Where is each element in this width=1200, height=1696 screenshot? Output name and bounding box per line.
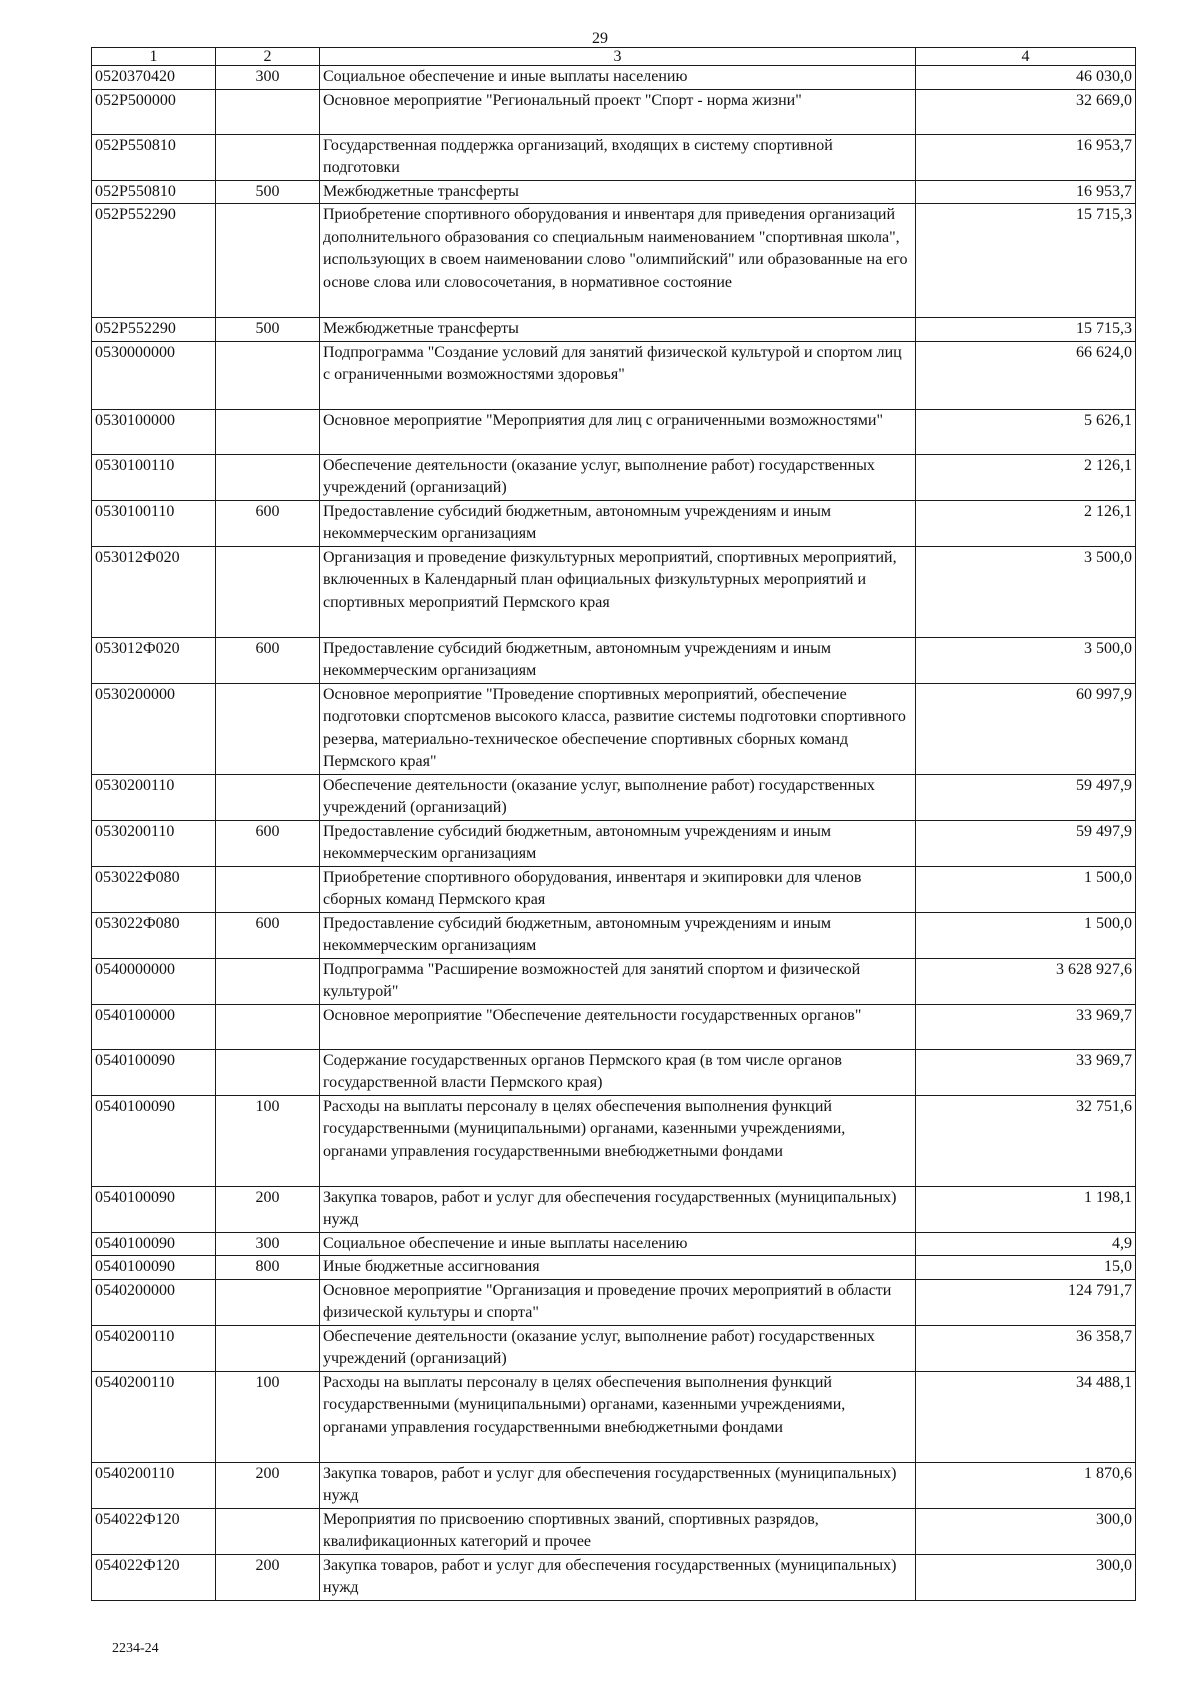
- cell-desc: Предоставление субсидий бюджетным, автономным учреждениям и иным некоммерческим организациям: [320, 820, 916, 866]
- cell-code: 0540100090: [92, 1186, 216, 1232]
- cell-desc: Основное мероприятие "Региональный проект "Спорт - норма жизни": [320, 89, 916, 134]
- cell-desc: Закупка товаров, работ и услуг для обеспечения государственных (муниципальных) нужд: [320, 1186, 916, 1232]
- page-number: 29: [592, 30, 608, 47]
- cell-vr: [216, 341, 320, 409]
- cell-code: 0530100110: [92, 500, 216, 546]
- cell-code: 0530200000: [92, 683, 216, 774]
- document-id: 2234-24: [112, 1641, 159, 1656]
- cell-amount: 59 497,9: [916, 774, 1136, 820]
- header-cell-code: 1: [92, 48, 216, 66]
- cell-amount: 3 500,0: [916, 546, 1136, 637]
- cell-vr: 100: [216, 1095, 320, 1186]
- cell-amount: 36 358,7: [916, 1325, 1136, 1371]
- cell-desc: Основное мероприятие "Обеспечение деятельности государственных органов": [320, 1004, 916, 1049]
- cell-code: 0540000000: [92, 958, 216, 1004]
- cell-code: 0540100000: [92, 1004, 216, 1049]
- cell-desc: Мероприятия по присвоению спортивных званий, спортивных разрядов, квалификационных категорий и прочее: [320, 1508, 916, 1554]
- table-row: [92, 1232, 1136, 1256]
- table-row: [92, 89, 1136, 134]
- cell-vr: [216, 409, 320, 454]
- table-row: [92, 1325, 1136, 1371]
- table-row: [92, 409, 1136, 454]
- cell-desc: Приобретение спортивного оборудования и инвентаря для приведения организаций дополнительного образования со специальным наименованием "спортивная школа", использующих в своем наименовании слово "олимпийский" или образованные на его основе слова или словосочетания, в нормативное состояние: [320, 204, 916, 318]
- cell-code: 053012Ф020: [92, 637, 216, 683]
- cell-vr: 600: [216, 637, 320, 683]
- cell-code: 052P500000: [92, 89, 216, 134]
- cell-amount: 34 488,1: [916, 1371, 1136, 1462]
- cell-vr: 500: [216, 318, 320, 342]
- cell-code: 052P550810: [92, 134, 216, 180]
- cell-amount: 15 715,3: [916, 318, 1136, 342]
- cell-desc: Подпрограмма "Расширение возможностей для занятий спортом и физической культурой": [320, 958, 916, 1004]
- table-body: [92, 66, 1136, 1601]
- cell-code: 0540100090: [92, 1095, 216, 1186]
- cell-code: 0540200110: [92, 1325, 216, 1371]
- cell-amount: 16 953,7: [916, 134, 1136, 180]
- cell-desc: Основное мероприятие "Проведение спортивных мероприятий, обеспечение подготовки спортсменов высокого класса, развитие системы подготовки спортивного резерва, материально-техническое обеспечение спортивных сборных команд Пермского края": [320, 683, 916, 774]
- cell-desc: Межбюджетные трансферты: [320, 318, 916, 342]
- cell-vr: [216, 89, 320, 134]
- cell-vr: [216, 958, 320, 1004]
- cell-vr: [216, 866, 320, 912]
- cell-desc: Социальное обеспечение и иные выплаты населению: [320, 66, 916, 90]
- cell-amount: 1 500,0: [916, 912, 1136, 958]
- table-row: [92, 546, 1136, 637]
- cell-desc: Приобретение спортивного оборудования, инвентаря и экипировки для членов сборных команд Пермского края: [320, 866, 916, 912]
- cell-amount: 300,0: [916, 1554, 1136, 1600]
- cell-vr: [216, 1279, 320, 1325]
- cell-amount: 66 624,0: [916, 341, 1136, 409]
- cell-amount: 2 126,1: [916, 454, 1136, 500]
- cell-vr: [216, 1508, 320, 1554]
- table-row: [92, 1554, 1136, 1600]
- cell-amount: 15,0: [916, 1256, 1136, 1280]
- table-row: [92, 866, 1136, 912]
- header-cell-amount: 4: [916, 48, 1136, 66]
- table-row: [92, 958, 1136, 1004]
- cell-vr: [216, 134, 320, 180]
- cell-desc: Расходы на выплаты персоналу в целях обеспечения выполнения функций государственными (муниципальными) органами, казенными учреждениями, органами управления государственными внебюджетными фондами: [320, 1371, 916, 1462]
- table-row: [92, 912, 1136, 958]
- cell-vr: [216, 683, 320, 774]
- cell-vr: 600: [216, 500, 320, 546]
- cell-desc: Закупка товаров, работ и услуг для обеспечения государственных (муниципальных) нужд: [320, 1554, 916, 1600]
- table-row: [92, 1462, 1136, 1508]
- cell-vr: [216, 774, 320, 820]
- header-cell-desc: 3: [320, 48, 916, 66]
- cell-amount: 33 969,7: [916, 1004, 1136, 1049]
- cell-code: 0530100000: [92, 409, 216, 454]
- table-row: [92, 204, 1136, 318]
- cell-desc: Иные бюджетные ассигнования: [320, 1256, 916, 1280]
- cell-code: 0530000000: [92, 341, 216, 409]
- cell-vr: 500: [216, 180, 320, 204]
- cell-amount: 124 791,7: [916, 1279, 1136, 1325]
- cell-desc: Закупка товаров, работ и услуг для обеспечения государственных (муниципальных) нужд: [320, 1462, 916, 1508]
- cell-desc: Расходы на выплаты персоналу в целях обеспечения выполнения функций государственными (муниципальными) органами, казенными учреждениями, органами управления государственными внебюджетными фондами: [320, 1095, 916, 1186]
- cell-desc: Основное мероприятие "Мероприятия для лиц с ограниченными возможностями": [320, 409, 916, 454]
- table-row: [92, 341, 1136, 409]
- cell-amount: 300,0: [916, 1508, 1136, 1554]
- cell-desc: Государственная поддержка организаций, входящих в систему спортивной подготовки: [320, 134, 916, 180]
- cell-code: 052P550810: [92, 180, 216, 204]
- cell-amount: 3 500,0: [916, 637, 1136, 683]
- cell-amount: 59 497,9: [916, 820, 1136, 866]
- cell-vr: 200: [216, 1462, 320, 1508]
- cell-desc: Предоставление субсидий бюджетным, автономным учреждениям и иным некоммерческим организациям: [320, 500, 916, 546]
- cell-amount: 33 969,7: [916, 1049, 1136, 1095]
- cell-code: 053022Ф080: [92, 866, 216, 912]
- cell-amount: 46 030,0: [916, 66, 1136, 90]
- cell-code: 054022Ф120: [92, 1554, 216, 1600]
- cell-amount: 5 626,1: [916, 409, 1136, 454]
- cell-amount: 1 870,6: [916, 1462, 1136, 1508]
- cell-vr: [216, 1325, 320, 1371]
- cell-code: 0540100090: [92, 1256, 216, 1280]
- header-cell-vr: 2: [216, 48, 320, 66]
- cell-code: 0540100090: [92, 1049, 216, 1095]
- table-row: [92, 454, 1136, 500]
- table-row: [92, 1186, 1136, 1232]
- cell-vr: [216, 1049, 320, 1095]
- cell-code: 0520370420: [92, 66, 216, 90]
- cell-vr: 200: [216, 1554, 320, 1600]
- cell-desc: Межбюджетные трансферты: [320, 180, 916, 204]
- cell-desc: Подпрограмма "Создание условий для занятий физической культурой и спортом лиц с ограниченными возможностями здоровья": [320, 341, 916, 409]
- cell-amount: 3 628 927,6: [916, 958, 1136, 1004]
- cell-code: 052P552290: [92, 318, 216, 342]
- cell-vr: 300: [216, 66, 320, 90]
- cell-code: 0540100090: [92, 1232, 216, 1256]
- cell-vr: 300: [216, 1232, 320, 1256]
- cell-code: 053022Ф080: [92, 912, 216, 958]
- cell-code: 0540200110: [92, 1371, 216, 1462]
- cell-code: 0540200000: [92, 1279, 216, 1325]
- cell-code: 054022Ф120: [92, 1508, 216, 1554]
- table-row: [92, 683, 1136, 774]
- cell-code: 0540200110: [92, 1462, 216, 1508]
- cell-desc: Основное мероприятие "Организация и проведение прочих мероприятий в области физической культуры и спорта": [320, 1279, 916, 1325]
- cell-desc: Обеспечение деятельности (оказание услуг, выполнение работ) государственных учреждений (организаций): [320, 1325, 916, 1371]
- table-row: [92, 66, 1136, 90]
- table-row: [92, 500, 1136, 546]
- cell-vr: 600: [216, 820, 320, 866]
- table-header: [92, 48, 1136, 66]
- cell-desc: Социальное обеспечение и иные выплаты населению: [320, 1232, 916, 1256]
- cell-desc: Содержание государственных органов Пермского края (в том числе органов государственной власти Пермского края): [320, 1049, 916, 1095]
- table-row: [92, 1256, 1136, 1280]
- table-row: [92, 1049, 1136, 1095]
- cell-vr: 800: [216, 1256, 320, 1280]
- cell-desc: Обеспечение деятельности (оказание услуг, выполнение работ) государственных учреждений (организаций): [320, 774, 916, 820]
- cell-code: 053012Ф020: [92, 546, 216, 637]
- cell-amount: 4,9: [916, 1232, 1136, 1256]
- cell-vr: 100: [216, 1371, 320, 1462]
- cell-vr: 200: [216, 1186, 320, 1232]
- cell-desc: Организация и проведение физкультурных мероприятий, спортивных мероприятий, включенных в Календарный план официальных физкультурных мероприятий и спортивных мероприятий Пермского края: [320, 546, 916, 637]
- cell-amount: 1 198,1: [916, 1186, 1136, 1232]
- cell-desc: Предоставление субсидий бюджетным, автономным учреждениям и иным некоммерческим организациям: [320, 912, 916, 958]
- cell-desc: Обеспечение деятельности (оказание услуг, выполнение работ) государственных учреждений (организаций): [320, 454, 916, 500]
- cell-vr: [216, 454, 320, 500]
- cell-desc: Предоставление субсидий бюджетным, автономным учреждениям и иным некоммерческим организациям: [320, 637, 916, 683]
- cell-vr: [216, 546, 320, 637]
- cell-amount: 32 751,6: [916, 1095, 1136, 1186]
- cell-vr: 600: [216, 912, 320, 958]
- cell-vr: [216, 204, 320, 318]
- cell-code: 0530100110: [92, 454, 216, 500]
- budget-table: [91, 47, 1136, 1601]
- cell-code: 0530200110: [92, 774, 216, 820]
- table-row: [92, 1279, 1136, 1325]
- cell-amount: 32 669,0: [916, 89, 1136, 134]
- cell-amount: 60 997,9: [916, 683, 1136, 774]
- table-row: [92, 1004, 1136, 1049]
- header-row: [92, 48, 1136, 66]
- cell-amount: 1 500,0: [916, 866, 1136, 912]
- cell-code: 052P552290: [92, 204, 216, 318]
- table-row: [92, 1095, 1136, 1186]
- table-row: [92, 180, 1136, 204]
- cell-amount: 2 126,1: [916, 500, 1136, 546]
- table-row: [92, 1371, 1136, 1462]
- table-row: [92, 820, 1136, 866]
- table-row: [92, 318, 1136, 342]
- cell-amount: 15 715,3: [916, 204, 1136, 318]
- cell-code: 0530200110: [92, 820, 216, 866]
- cell-amount: 16 953,7: [916, 180, 1136, 204]
- table-row: [92, 1508, 1136, 1554]
- cell-vr: [216, 1004, 320, 1049]
- table-row: [92, 134, 1136, 180]
- table-row: [92, 774, 1136, 820]
- table-row: [92, 637, 1136, 683]
